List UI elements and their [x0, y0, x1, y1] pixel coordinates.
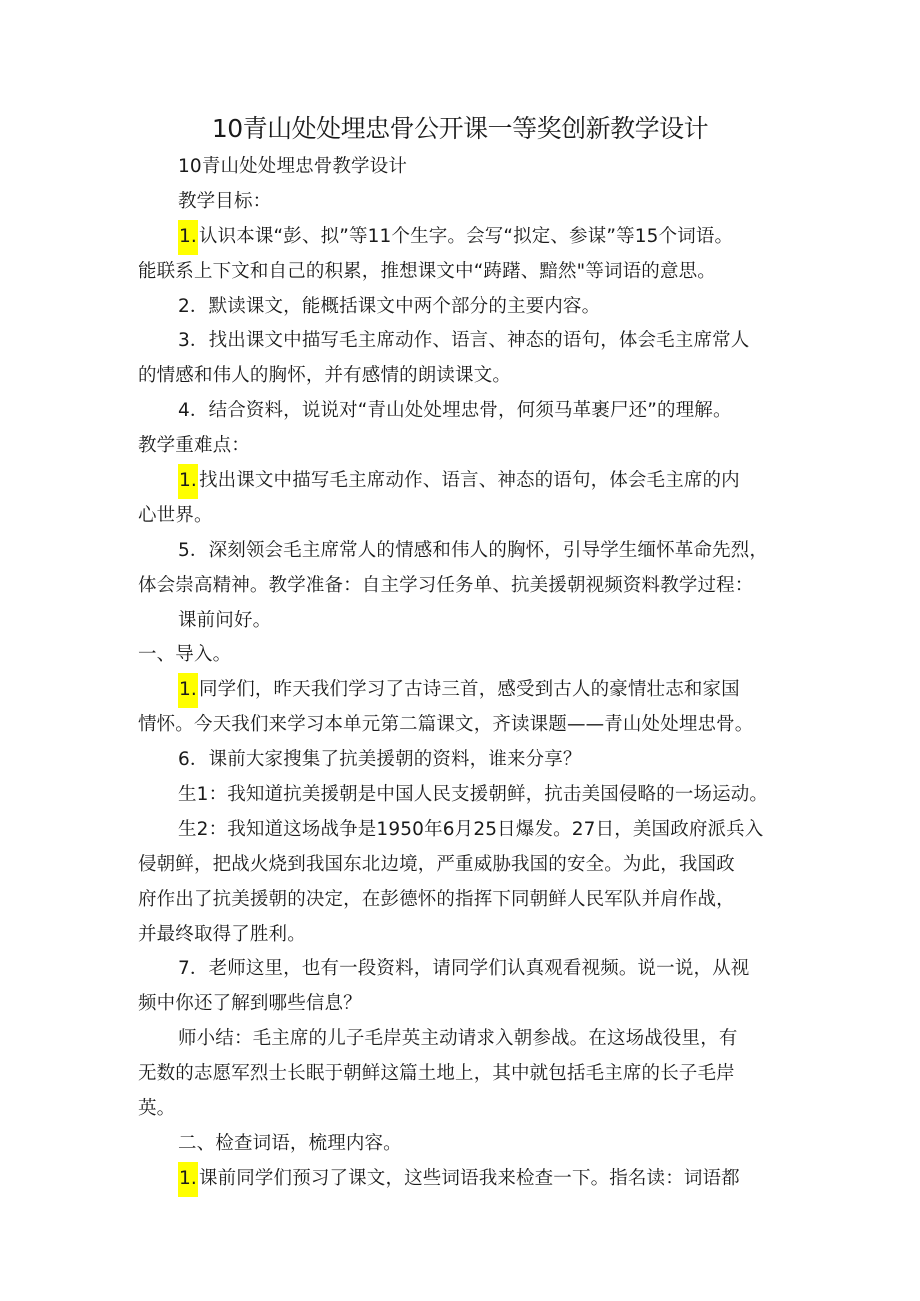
goal-3-continued: 的情感和伟人的胸怀，并有感情的朗读课文。	[138, 365, 512, 387]
key-5: 5．深刻领会毛主席常人的情感和伟人的胸怀，引导学生缅怀革命先烈，	[178, 539, 769, 561]
intro-1	[138, 673, 788, 708]
key-heading: 教学重难点：	[138, 435, 250, 457]
student-2-line-2: 侵朝鲜，把战火烧到我国东北边境，严重威胁我国的安全。为此，我国政	[138, 853, 735, 875]
question-7: 7．老师这里，也有一段资料，请同学们认真观看视频。说一说，从视	[178, 958, 750, 980]
highlighted-number: 1.	[178, 464, 198, 499]
goal-1-continued: 能联系上下文和自己的积累，推想课文中“踌躇、黯然"等词语的意思。	[138, 260, 716, 282]
document-body	[138, 150, 788, 1197]
check-1	[138, 1162, 788, 1197]
question-7-continued: 频中你还了解到哪些信息？	[138, 993, 362, 1015]
question-6: 6．课前大家搜集了抗美援朝的资料，谁来分享？	[178, 749, 582, 771]
teacher-summary-line-2: 无数的志愿军烈士长眠于朝鲜这篇土地上，其中就包括毛主席的长子毛岸	[138, 1063, 735, 1085]
highlighted-number: 1.	[178, 220, 198, 255]
goals-heading: 教学目标：	[178, 190, 272, 212]
intro-1-continued: 情怀。今天我们来学习本单元第二篇课文，齐读课题——青山处处埋忠骨。	[138, 714, 754, 736]
goal-4: 4．结合资料，说说对“青山处处埋忠骨，何须马革裹尸还”的理解。	[178, 400, 732, 422]
intro-1-text: 同学们，昨天我们学习了古诗三首，感受到古人的豪情壮志和家国	[198, 679, 740, 701]
section-1-heading: 一、导入。	[138, 644, 232, 666]
goal-1	[138, 220, 788, 255]
student-2-line-4: 并最终取得了胜利。	[138, 923, 306, 945]
highlighted-number: 1.	[178, 1162, 198, 1197]
goal-2: 2．默读课文，能概括课文中两个部分的主要内容。	[178, 295, 601, 317]
goal-3: 3．找出课文中描写毛主席动作、语言、神态的语句，体会毛主席常人	[178, 330, 750, 352]
highlighted-number: 1.	[178, 673, 198, 708]
section-2-heading: 二、检查词语，梳理内容。	[178, 1132, 402, 1154]
teacher-summary: 师小结：毛主席的儿子毛岸英主动请求入朝参战。在这场战役里，有	[178, 1028, 738, 1050]
student-2: 生2：我知道这场战争是1950年6月25日爆发。27日，美国政府派兵入	[178, 818, 764, 840]
key-1-continued: 心世界。	[138, 504, 213, 526]
goal-1-text: 认识本课“彭、拟”等11个生字。会写“拟定、参谋”等15个词语。	[198, 225, 734, 247]
key-1-text: 找出课文中描写毛主席动作、语言、神态的语句，体会毛主席的内	[198, 470, 740, 492]
check-1-text: 课前同学们预习了课文，这些词语我来检查一下。指名读：词语都	[198, 1167, 740, 1189]
greeting: 课前问好。	[178, 609, 272, 631]
subtitle: 10青山处处埋忠骨教学设计	[178, 156, 407, 177]
document-title: 10青山处处埋忠骨公开课一等奖创新教学设计	[211, 114, 709, 143]
student-1: 生1：我知道抗美援朝是中国人民支援朝鲜，抗击美国侵略的一场运动。	[178, 784, 769, 806]
teacher-summary-line-3: 英。	[138, 1098, 176, 1120]
key-5-continued: 体会崇高精神。教学准备：自主学习任务单、抗美援朝视频资料教学过程：	[138, 574, 754, 596]
student-2-line-3: 府作出了抗美援朝的决定，在彭德怀的指挥下同朝鲜人民军队并肩作战，	[138, 888, 735, 910]
key-1	[138, 464, 788, 499]
